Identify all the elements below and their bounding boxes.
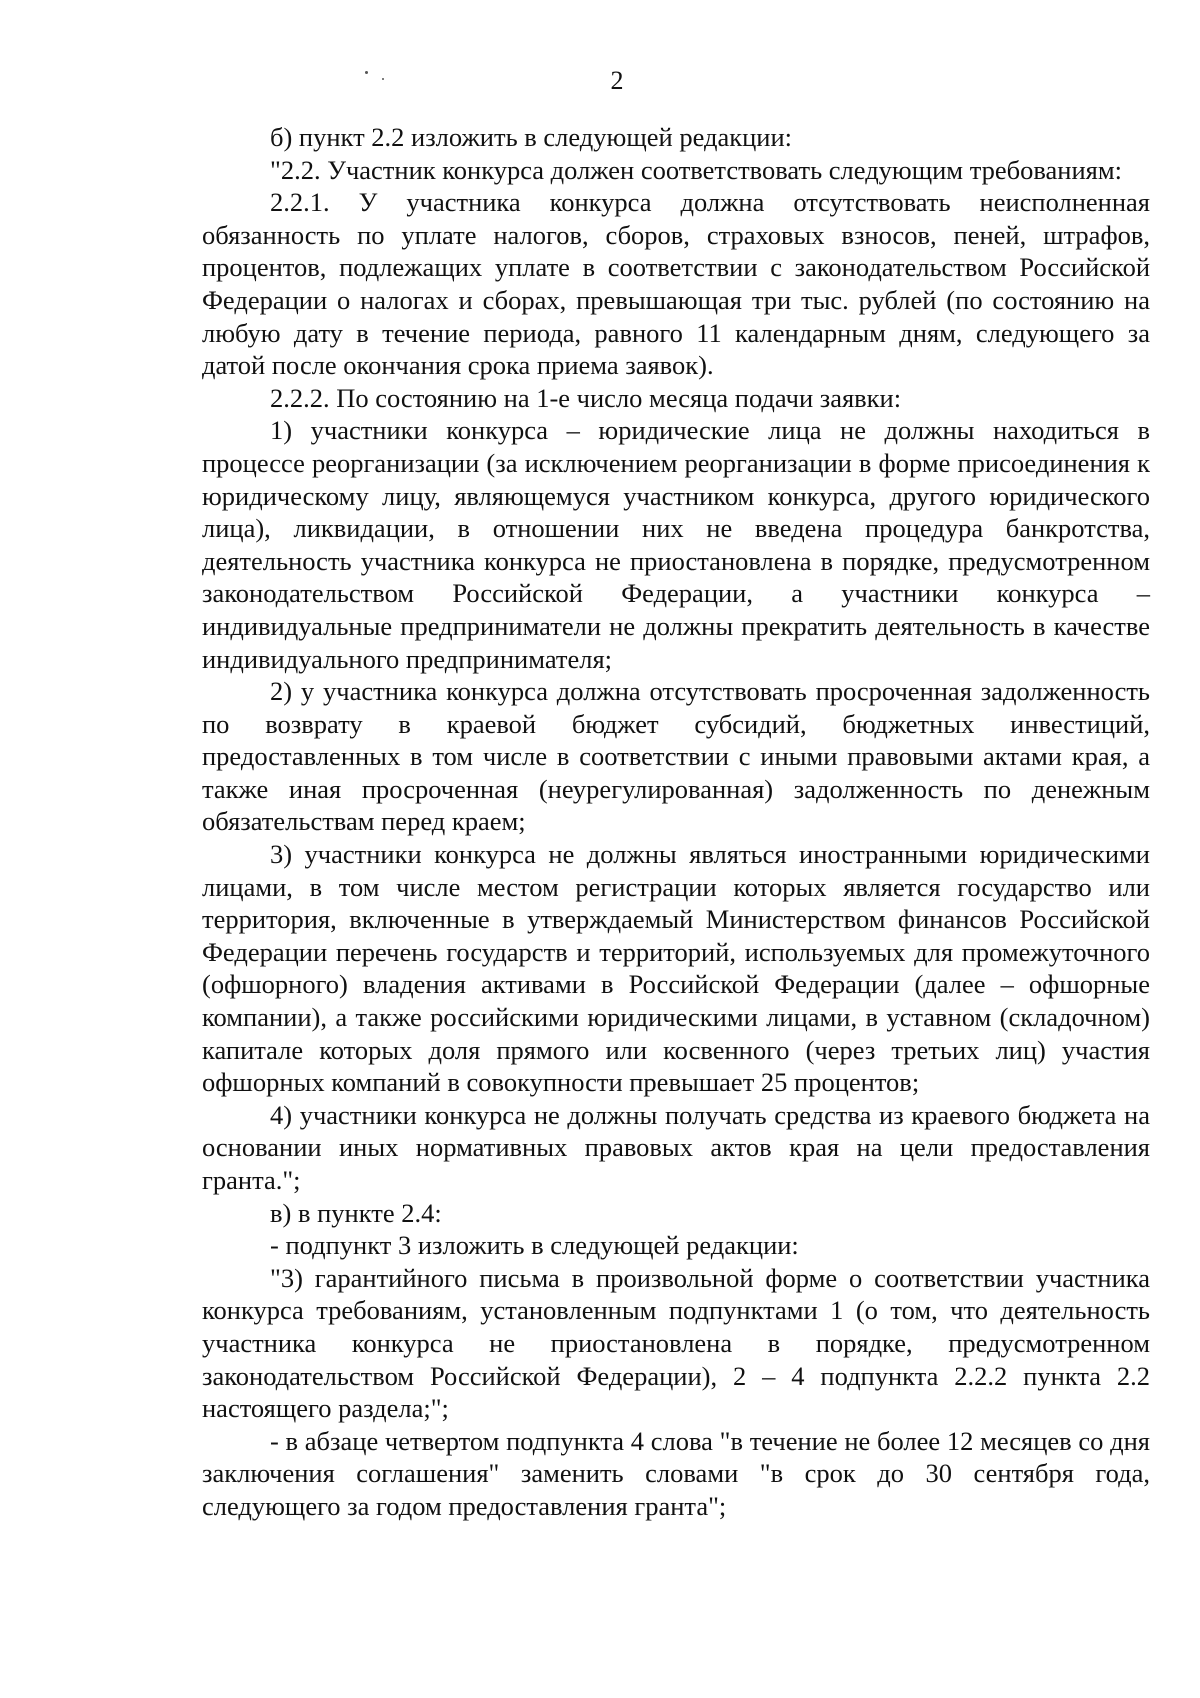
page-number: 2 <box>610 66 624 95</box>
paragraph: - подпункт 3 изложить в следующей редакции: <box>270 1230 799 1261</box>
paragraph: "3) гарантийного письма в произвольной форме о соответствии участника конкурса требованиям, установленным подпунктами 1 (о том, что деятельность участника конкурса не приостановлена в порядке, предусмотренном законодательством Российской Федерации), 2 – 4 подпункта 2.2.2 пункта 2.2 настоящего раздела;"; <box>202 1262 1150 1424</box>
paragraph: - в абзаце четвертом подпункта 4 слова "в течение не более 12 месяцев со дня заключения соглашения" заменить словами "в срок до 30 сентября года, следующего за годом предоставления гранта"; <box>202 1425 1150 1521</box>
document-body <box>202 121 1150 1523</box>
paragraph: 2.2.1. У участника конкурса должна отсутствовать неисполненная обязанность по уплате налогов, сборов, страховых взносов, пеней, штрафов, процентов, подлежащих уплате в соответствии с законодательством Российской Федерации о налогах и сборах, превышающая три тыс. рублей (по состоянию на любую дату в течение периода, равного 11 календарным дням, следующего за датой после окончания срока приема заявок). <box>202 187 1150 381</box>
paragraph: 1) участники конкурса – юридические лица не должны находиться в процессе реорганизации (за исключением реорганизации в форме присоединения к юридическому лицу, являющемуся участником конкурса, другого юридического лица), ликвидации, в отношении них не введена процедура банкротства, деятельность участника конкурса не приостановлена в порядке, предусмотренном законодательством Российской Федерации, а участники конкурса – индивидуальные предприниматели не должны прекратить деятельность в качестве индивидуального предпринимателя; <box>202 415 1150 674</box>
paragraph: 4) участники конкурса не должны получать средства из краевого бюджета на основании иных нормативных правовых актов края на цели предоставления гранта."; <box>202 1099 1150 1195</box>
paragraph: в) в пункте 2.4: <box>270 1197 442 1228</box>
paragraph: 3) участники конкурса не должны являться иностранными юридическими лицами, в том числе местом регистрации которых является государство или территория, включенные в утверждаемый Министерством финансов Российской Федерации перечень государств и территорий, используемых для промежуточного (офшорного) владения активами в Российской Федерации (далее – офшорные компании), а также российскими юридическими лицами, в уставном (складочном) капитале которых доля прямого или косвенного (через третьих лиц) участия офшорных компаний в совокупности превышает 25 процентов; <box>202 839 1150 1098</box>
paragraph: "2.2. Участник конкурса должен соответствовать следующим требованиям: <box>270 154 1122 185</box>
paragraph: 2.2.2. По состоянию на 1-е число месяца подачи заявки: <box>270 382 902 413</box>
paragraph: б) пункт 2.2 изложить в следующей редакции: <box>270 122 793 152</box>
paragraph: 2) у участника конкурса должна отсутствовать просроченная задолженность по возврату в краевой бюджет субсидий, бюджетных инвестиций, предоставленных в том числе в соответствии с иными правовыми актами края, а также иная просроченная (неурегулированная) задолженность по денежным обязательствам перед краем; <box>202 676 1150 837</box>
